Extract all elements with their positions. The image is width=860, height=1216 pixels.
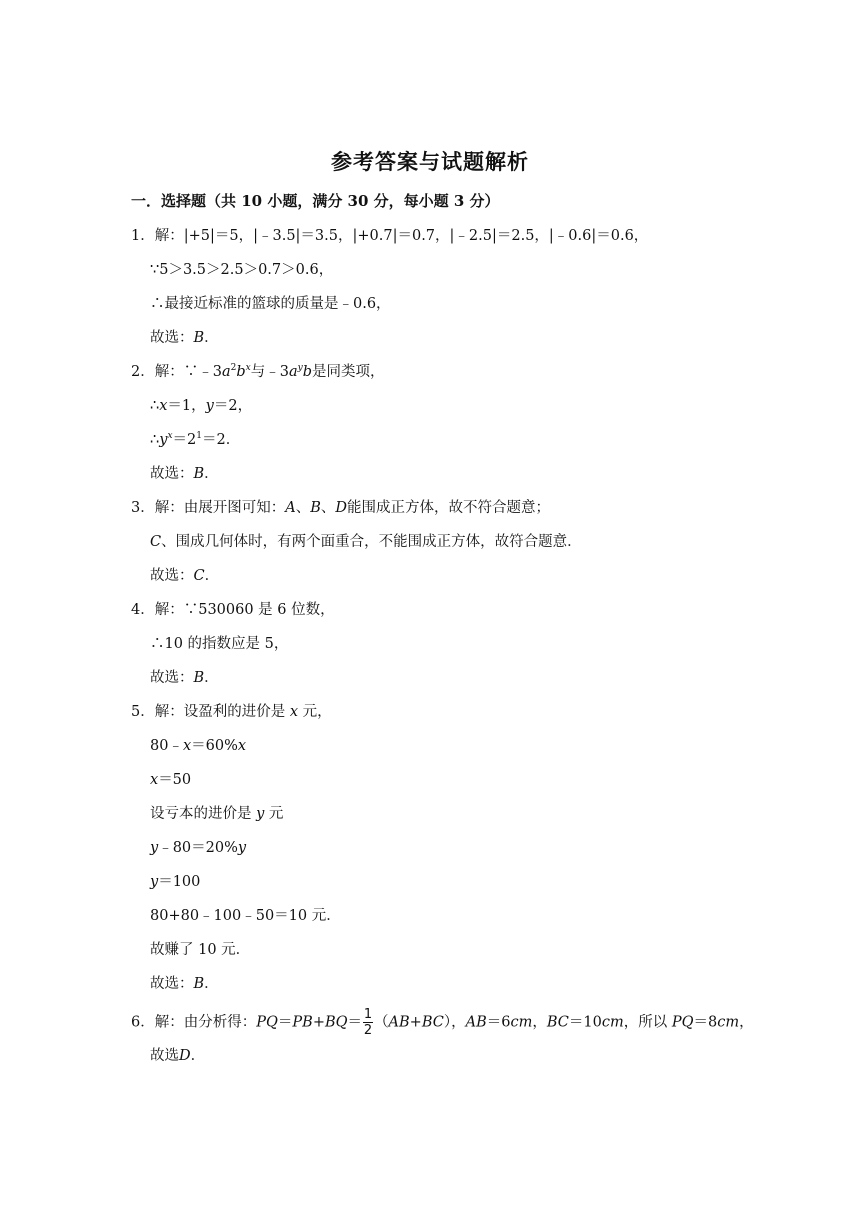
q5-line-3: x＝50 <box>150 772 192 788</box>
text: 是同类项， <box>312 364 385 380</box>
exponent: 2 <box>230 363 237 373</box>
q6-answer: 故选D． <box>150 1048 206 1064</box>
text: 2．解：∵﹣3 <box>131 364 222 380</box>
fraction-denominator: 2 <box>363 1023 373 1038</box>
q4-line-1: 4．解：∵530060 是 6 位数， <box>131 602 335 618</box>
q5-line-6: y＝100 <box>150 874 201 890</box>
q3-answer: 故选：C． <box>150 568 220 584</box>
var: b <box>236 364 246 380</box>
q1-answer <box>150 328 219 348</box>
var: a <box>288 364 298 380</box>
fraction-one-half <box>363 1008 373 1037</box>
section-heading: 一．选择题（共 10 小题，满分 30 分，每小题 3 分） <box>131 192 500 210</box>
q2-line-2: ∴x＝1，y＝2， <box>150 398 253 414</box>
text: 与﹣3 <box>250 364 289 380</box>
q5-line-7: 80+80﹣100﹣50＝10 元． <box>150 908 341 924</box>
exponent: y <box>297 363 303 373</box>
q1-line-2: ∵5＞3.5＞2.5＞0.7＞0.6， <box>150 262 334 278</box>
answer-label: 故选： <box>150 330 194 346</box>
fraction-numerator: 1 <box>363 1007 373 1022</box>
punct: ． <box>204 330 219 346</box>
answer-choice: B <box>193 330 205 346</box>
q5-line-5: y﹣80＝20%y <box>150 840 247 856</box>
q1-line-3: ∴最接近标准的篮球的质量是﹣0.6， <box>150 296 391 312</box>
q3-line-2: C、围成几何体时，有两个面重合，不能围成正方体，故符合题意． <box>150 534 582 550</box>
q5-line-8: 故赚了 10 元． <box>150 942 251 958</box>
q4-line-2: ∴10 的指数应是 5， <box>150 636 289 652</box>
q5-line-4: 设亏本的进价是 y 元 <box>150 806 284 822</box>
q6-line-1: 6．解：由分析得：PQ＝PB+BQ＝ $\frac{1}{2}$ （AB+BC），AB＝6cm，BC＝10cm，所以 PQ＝8cm， <box>131 1007 754 1038</box>
var: b <box>302 364 312 380</box>
q4-answer: 故选：B． <box>150 670 219 686</box>
var: a <box>221 364 231 380</box>
q2-line-3: $\therefore y^x=2^1=2$． <box>150 431 241 448</box>
q3-line-1: 3．解：由展开图可知：A、B、D能围成正方体，故不符合题意； <box>131 500 551 516</box>
q5-line-2: 80﹣x＝60%x <box>150 738 247 754</box>
q1-line-1: 1．解：|+5|＝5，|﹣3.5|＝3.5，|+0.7|＝0.7，|﹣2.5|＝2.5，|﹣0.6|＝0.6， <box>131 228 649 244</box>
page-title: 参考答案与试题解析 <box>331 149 529 174</box>
q5-line-1: 5．解：设盈利的进价是 x 元， <box>131 704 332 720</box>
exponent: x <box>245 363 251 373</box>
q5-answer: 故选：B． <box>150 976 219 992</box>
q2-line-1 <box>131 362 385 382</box>
q2-answer: 故选：B． <box>150 466 219 482</box>
